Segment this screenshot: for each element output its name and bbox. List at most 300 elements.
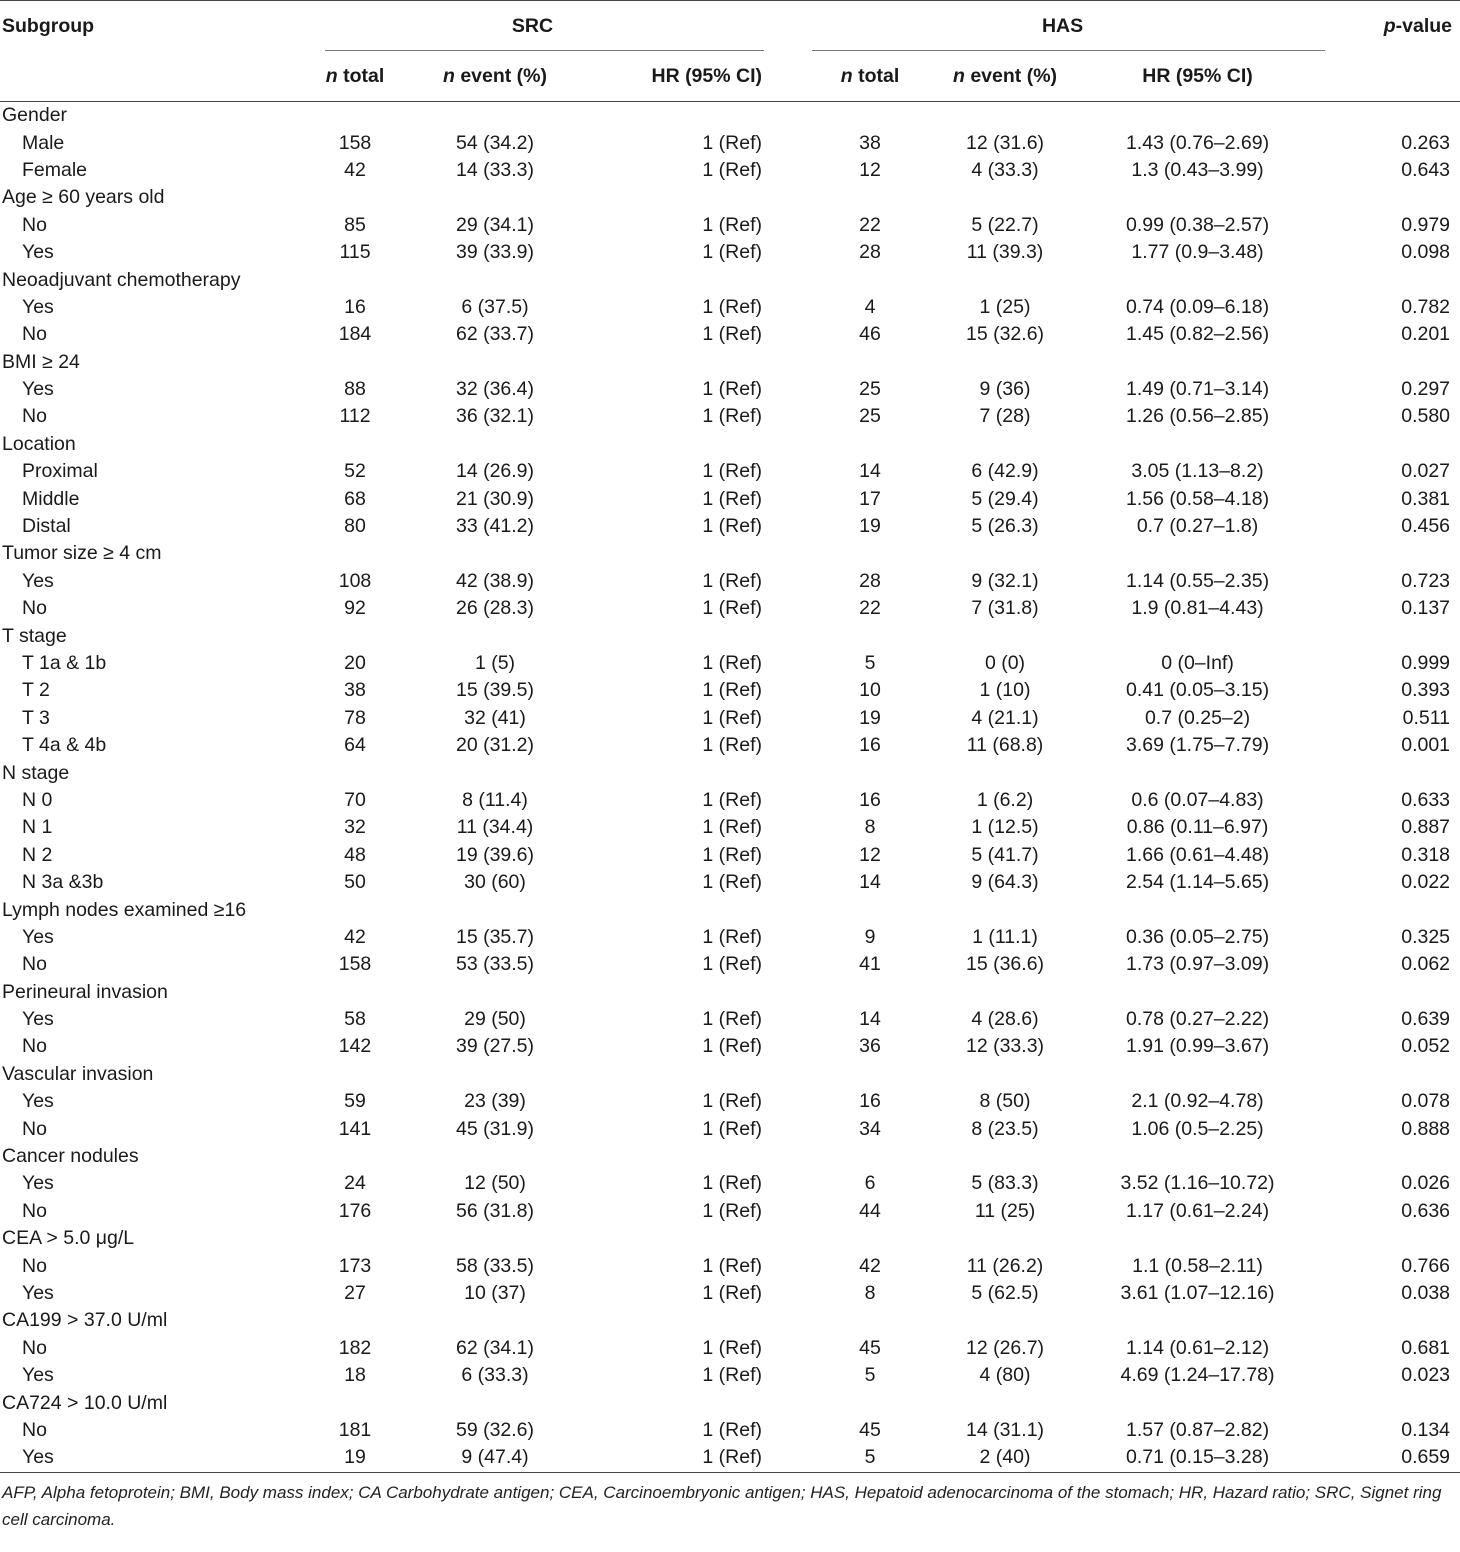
has-n-total: 16	[859, 1090, 881, 1113]
p-value: 0.723	[1401, 569, 1451, 592]
gap-cell	[770, 705, 810, 732]
has-n-total: 14	[859, 871, 881, 894]
has-n-event: 5 (41.7)	[971, 843, 1039, 866]
has-hr: 1.49 (0.71–3.14)	[1125, 378, 1270, 401]
p-value: 0.979	[1401, 213, 1451, 236]
src-n-event: 15 (39.5)	[455, 679, 535, 702]
row-label: No	[22, 953, 47, 976]
has-n-event: 1 (6.2)	[976, 788, 1034, 811]
gap-cell	[770, 403, 810, 430]
table-row	[0, 239, 1460, 266]
total-label: total	[337, 64, 385, 87]
has-hr: 1.14 (0.61–2.12)	[1125, 1336, 1270, 1359]
src-hr: 1 (Ref)	[702, 652, 763, 674]
src-n-event: 12 (50)	[464, 1172, 526, 1195]
src-n-total: 176	[338, 1199, 372, 1222]
table-row	[0, 1335, 1460, 1362]
p-value: 0.782	[1401, 295, 1451, 318]
table-row	[0, 1115, 1460, 1142]
src-hr: 1 (Ref)	[702, 213, 763, 236]
src-hr: 1 (Ref)	[702, 1364, 763, 1387]
src-n-event: 32 (36.4)	[455, 378, 535, 401]
has-n-total: 17	[859, 487, 881, 510]
table-row	[0, 1198, 1460, 1225]
src-n-event: 29 (50)	[464, 1008, 526, 1031]
src-n-total: 182	[338, 1336, 372, 1359]
src-n-event: 30 (60)	[464, 871, 526, 894]
has-n-event: 4 (21.1)	[971, 706, 1039, 729]
gap-cell	[770, 1417, 810, 1444]
row-label: No	[22, 405, 47, 428]
src-n-event: 62 (34.1)	[455, 1336, 535, 1359]
p-value: 0.078	[1401, 1090, 1451, 1113]
has-n-event-header	[930, 51, 1080, 102]
event-label: event (%)	[454, 64, 548, 87]
table-row	[0, 376, 1460, 403]
gap-cell	[770, 129, 810, 156]
p-value: 0.636	[1401, 1199, 1451, 1222]
src-group-header	[295, 1, 770, 51]
p-value: 0.580	[1401, 405, 1451, 428]
table-row	[0, 485, 1460, 512]
n-italic: n	[953, 64, 965, 87]
gap-cell	[770, 1033, 810, 1060]
has-hr: 0.74 (0.09–6.18)	[1125, 295, 1270, 318]
table-row	[0, 595, 1460, 622]
row-label: T 4a & 4b	[22, 734, 107, 757]
group-label: Neoadjuvant chemotherapy	[2, 268, 241, 291]
group-label: Gender	[2, 104, 68, 127]
p-value: 0.137	[1401, 597, 1451, 620]
src-hr: 1 (Ref)	[702, 241, 763, 264]
src-n-total: 16	[344, 295, 366, 318]
src-n-total: 85	[344, 213, 366, 236]
has-n-event: 12 (31.6)	[965, 131, 1045, 154]
has-n-event: 9 (32.1)	[971, 569, 1039, 592]
has-n-event: 8 (50)	[979, 1090, 1031, 1113]
src-n-total: 42	[344, 158, 366, 181]
p-value: 0.027	[1401, 460, 1451, 483]
p-value: 0.134	[1401, 1418, 1451, 1441]
src-hr: 1 (Ref)	[575, 1444, 770, 1472]
gap-cell	[770, 513, 810, 540]
table-body	[0, 102, 1460, 1473]
has-n-total: 12	[859, 158, 881, 181]
group-label: T stage	[2, 624, 67, 647]
p-value: 0.999	[1401, 652, 1451, 674]
p-italic: p	[1383, 14, 1396, 37]
p-value: 0.325	[1401, 925, 1451, 948]
has-n-total: 6	[864, 1172, 876, 1195]
has-n-event: 2 (40)	[930, 1444, 1080, 1472]
gap-cell	[770, 732, 810, 759]
has-n-total: 14	[859, 1008, 881, 1031]
group-label: N stage	[2, 761, 70, 784]
has-n-event: 15 (36.6)	[965, 953, 1045, 976]
src-n-total: 64	[344, 734, 366, 757]
has-underline	[812, 50, 1325, 51]
has-n-total: 45	[859, 1418, 881, 1441]
has-n-total: 9	[864, 925, 876, 948]
has-hr: 1.73 (0.97–3.09)	[1125, 953, 1270, 976]
src-n-event: 23 (39)	[464, 1090, 526, 1113]
src-n-total: 27	[344, 1281, 366, 1304]
gap-cell	[770, 212, 810, 239]
src-n-total: 18	[344, 1364, 366, 1387]
group-label: Vascular invasion	[2, 1062, 154, 1085]
table-row	[0, 403, 1460, 430]
p-value: 0.062	[1401, 953, 1451, 976]
has-n-total: 38	[859, 131, 881, 154]
gap-cell	[770, 1335, 810, 1362]
row-label: Middle	[22, 487, 80, 510]
table-row	[0, 212, 1460, 239]
has-n-event: 12 (33.3)	[965, 1035, 1045, 1058]
n-italic: n	[442, 64, 455, 87]
has-hr: 4.69 (1.24–17.78)	[1120, 1364, 1275, 1387]
has-hr: 1.9 (0.81–4.43)	[1131, 597, 1264, 620]
has-n-event: 11 (25)	[974, 1199, 1036, 1222]
group-row	[0, 1225, 1460, 1252]
group-row	[0, 1389, 1460, 1416]
src-n-total: 108	[338, 569, 372, 592]
row-label: Yes	[22, 378, 54, 401]
src-n-event: 62 (33.7)	[455, 323, 535, 346]
src-n-event: 8 (11.4)	[462, 788, 528, 811]
src-n-event: 6 (33.3)	[461, 1364, 529, 1387]
src-n-total: 184	[338, 323, 372, 346]
row-label: No	[22, 1117, 47, 1140]
p-value: 0.643	[1401, 158, 1451, 181]
p-value: 0.633	[1401, 788, 1451, 811]
gap-cell	[770, 239, 810, 266]
group-row	[0, 349, 1460, 376]
table-row	[0, 1417, 1460, 1444]
has-n-total: 19	[859, 515, 881, 538]
has-n-event: 5 (83.3)	[971, 1172, 1039, 1195]
has-hr: 3.61 (1.07–12.16)	[1120, 1281, 1275, 1304]
group-label: Tumor size ≥ 4 cm	[2, 542, 162, 565]
src-n-total: 158	[338, 131, 372, 154]
src-n-total: 19	[295, 1444, 415, 1472]
src-hr: 1 (Ref)	[702, 706, 763, 729]
src-n-total: 48	[344, 843, 366, 866]
p-value: 0.052	[1401, 1035, 1451, 1058]
src-hr: 1 (Ref)	[702, 816, 763, 839]
group-row	[0, 266, 1460, 293]
row-label: Female	[22, 158, 88, 181]
p-value: 0.456	[1401, 515, 1451, 538]
p-value: 0.297	[1401, 378, 1451, 401]
row-label: Yes	[22, 241, 54, 264]
has-hr: 1.06 (0.5–2.25)	[1131, 1117, 1264, 1140]
has-n-total: 4	[864, 295, 876, 318]
subgroup-header: Subgroup	[2, 14, 95, 37]
row-label: Yes	[22, 1090, 54, 1113]
src-hr: 1 (Ref)	[702, 1172, 763, 1195]
table-row	[0, 1362, 1460, 1389]
group-label: CA724 > 10.0 U/ml	[2, 1391, 168, 1414]
has-hr: 1.14 (0.55–2.35)	[1125, 569, 1270, 592]
src-hr: 1 (Ref)	[702, 378, 763, 401]
p-value: 0.659	[1315, 1444, 1460, 1472]
has-n-event: 9 (64.3)	[971, 871, 1039, 894]
src-hr: 1 (Ref)	[702, 925, 763, 948]
has-n-total: 22	[859, 213, 881, 236]
src-hr: 1 (Ref)	[702, 1117, 763, 1140]
src-n-event: 32 (41)	[464, 706, 526, 729]
has-n-total: 5	[810, 1444, 930, 1472]
src-n-event: 39 (27.5)	[455, 1035, 535, 1058]
has-hr: 1.91 (0.99–3.67)	[1125, 1035, 1270, 1058]
src-n-event: 9 (47.4)	[415, 1444, 575, 1472]
has-n-total: 45	[859, 1336, 881, 1359]
group-label: Age ≥ 60 years old	[2, 186, 165, 209]
table-row	[0, 787, 1460, 814]
src-n-total: 32	[344, 816, 366, 839]
table-row	[0, 321, 1460, 348]
has-hr: 1.43 (0.76–2.69)	[1125, 131, 1270, 154]
has-hr: 0.71 (0.15–3.28)	[1080, 1444, 1315, 1472]
src-hr: 1 (Ref)	[702, 487, 763, 510]
gap-cell	[770, 787, 810, 814]
src-n-event: 20 (31.2)	[455, 734, 535, 757]
p-value: 0.026	[1401, 1172, 1451, 1195]
src-n-total: 50	[344, 871, 366, 894]
has-n-event: 5 (29.4)	[971, 487, 1039, 510]
gap-cell	[770, 568, 810, 595]
has-n-total: 5	[864, 652, 876, 674]
row-label: No	[22, 1035, 47, 1058]
p-value: 0.766	[1401, 1254, 1451, 1277]
gap-cell	[770, 924, 810, 951]
has-n-total-header	[810, 51, 930, 102]
src-n-total: 20	[344, 652, 366, 674]
row-label: N 2	[22, 843, 53, 866]
has-n-event: 5 (26.3)	[971, 515, 1039, 538]
src-n-event: 14 (26.9)	[455, 460, 535, 483]
has-n-event: 1 (11.1)	[972, 925, 1038, 948]
src-n-event: 11 (34.4)	[456, 816, 534, 839]
has-n-event: 1 (25)	[979, 295, 1031, 318]
p-value: 0.098	[1401, 241, 1451, 264]
row-label: No	[22, 213, 47, 236]
table-row	[0, 1088, 1460, 1115]
has-hr: 3.69 (1.75–7.79)	[1125, 734, 1270, 757]
gap-cell	[770, 677, 810, 704]
gap-cell	[770, 650, 810, 677]
gap-cell	[770, 842, 810, 869]
has-n-event: 5 (62.5)	[971, 1281, 1039, 1304]
src-n-total: 181	[338, 1418, 372, 1441]
has-n-event: 4 (28.6)	[971, 1008, 1039, 1031]
src-hr: 1 (Ref)	[702, 953, 763, 976]
row-label: Yes	[22, 1281, 54, 1304]
has-hr: 1.77 (0.9–3.48)	[1131, 241, 1264, 264]
group-label: Lymph nodes examined ≥16	[2, 898, 247, 921]
group-label: Cancer nodules	[2, 1145, 139, 1168]
p-value: 0.381	[1401, 487, 1451, 510]
src-n-event: 26 (28.3)	[455, 597, 535, 620]
row-label: N 0	[22, 788, 53, 811]
has-n-event: 9 (36)	[979, 378, 1031, 401]
src-n-event-header	[415, 51, 575, 102]
group-row	[0, 102, 1460, 130]
table-row	[0, 705, 1460, 732]
row-label: N 1	[22, 816, 53, 839]
has-hr: 1.57 (0.87–2.82)	[1125, 1418, 1270, 1441]
src-hr: 1 (Ref)	[702, 1008, 763, 1031]
event-label: event (%)	[964, 64, 1058, 87]
has-n-total: 22	[859, 597, 881, 620]
src-hr: 1 (Ref)	[702, 843, 763, 866]
src-hr: 1 (Ref)	[702, 323, 763, 346]
has-hr: 0.41 (0.05–3.15)	[1125, 679, 1270, 702]
has-hr: 2.1 (0.92–4.78)	[1131, 1090, 1264, 1113]
has-hr: 0.78 (0.27–2.22)	[1125, 1008, 1270, 1031]
gap-header	[770, 1, 810, 51]
has-n-event: 8 (23.5)	[971, 1117, 1039, 1140]
has-group-header	[810, 1, 1315, 51]
src-hr: 1 (Ref)	[702, 1035, 763, 1058]
row-label: T 2	[22, 679, 50, 702]
p-value-header	[1315, 1, 1460, 51]
src-n-total: 173	[338, 1254, 372, 1277]
gap-cell	[770, 1444, 810, 1472]
table-row	[0, 294, 1460, 321]
table-row	[0, 732, 1460, 759]
table-row	[0, 1280, 1460, 1307]
p-value: 0.022	[1401, 871, 1451, 894]
src-hr: 1 (Ref)	[702, 1090, 763, 1113]
p-value: 0.263	[1401, 131, 1451, 154]
src-n-event: 36 (32.1)	[455, 405, 535, 428]
src-n-total: 70	[344, 788, 366, 811]
has-hr: 0.36 (0.05–2.75)	[1125, 925, 1270, 948]
table-row	[0, 568, 1460, 595]
table-row	[0, 513, 1460, 540]
src-hr: 1 (Ref)	[702, 515, 763, 538]
group-row	[0, 431, 1460, 458]
has-hr: 0.7 (0.27–1.8)	[1136, 515, 1259, 538]
gap-cell	[770, 321, 810, 348]
has-label: HAS	[1041, 14, 1084, 37]
src-n-total: 142	[338, 1035, 372, 1058]
src-n-event: 56 (31.8)	[455, 1199, 535, 1222]
has-hr-header: HR (95% CI)	[1080, 51, 1315, 102]
has-n-total: 8	[864, 816, 876, 839]
src-n-total: 112	[339, 405, 371, 428]
has-hr: 0.7 (0.25–2)	[1144, 706, 1251, 729]
has-n-event: 7 (28)	[979, 405, 1031, 428]
has-n-total: 25	[859, 405, 881, 428]
row-label: No	[22, 1254, 47, 1277]
row-label: Yes	[22, 569, 54, 592]
has-hr: 3.05 (1.13–8.2)	[1131, 460, 1264, 483]
src-n-event: 45 (31.9)	[455, 1117, 535, 1140]
src-n-event: 21 (30.9)	[455, 487, 535, 510]
has-hr: 1.56 (0.58–4.18)	[1125, 487, 1270, 510]
has-n-event: 1 (10)	[979, 679, 1031, 702]
has-n-total: 34	[859, 1117, 881, 1140]
src-n-event: 15 (35.7)	[455, 925, 535, 948]
src-hr: 1 (Ref)	[702, 460, 763, 483]
group-label: CEA > 5.0 μg/L	[2, 1227, 135, 1250]
gap-cell	[770, 1280, 810, 1307]
group-row	[0, 1061, 1460, 1088]
src-n-total: 58	[344, 1008, 366, 1031]
src-n-event: 14 (33.3)	[455, 158, 535, 181]
src-n-total: 158	[338, 953, 372, 976]
row-label: T 1a & 1b	[22, 652, 107, 674]
src-n-event: 53 (33.5)	[455, 953, 535, 976]
gap-cell	[770, 376, 810, 403]
src-hr: 1 (Ref)	[702, 131, 763, 154]
gap-cell	[770, 458, 810, 485]
row-label: Yes	[0, 1444, 295, 1472]
group-row	[0, 622, 1460, 649]
row-label: No	[22, 1336, 47, 1359]
row-label: No	[22, 1199, 47, 1222]
has-hr: 3.52 (1.16–10.72)	[1120, 1172, 1275, 1195]
has-n-event: 5 (22.7)	[971, 213, 1039, 236]
row-label: Distal	[22, 515, 71, 538]
has-n-event: 15 (32.6)	[965, 323, 1045, 346]
src-n-event: 54 (34.2)	[455, 131, 535, 154]
table-row	[0, 650, 1460, 677]
src-n-total: 88	[344, 378, 366, 401]
has-n-total: 8	[864, 1281, 876, 1304]
group-label: BMI ≥ 24	[2, 350, 80, 373]
group-row	[0, 1143, 1460, 1170]
table-row	[0, 1006, 1460, 1033]
src-n-total: 59	[344, 1090, 366, 1113]
row-label: N 3a &3b	[22, 871, 104, 894]
src-n-total: 24	[344, 1172, 366, 1195]
group-row	[0, 184, 1460, 211]
gap-cell	[770, 1198, 810, 1225]
has-n-event: 4 (80)	[979, 1364, 1031, 1387]
src-n-total: 42	[344, 925, 366, 948]
has-n-total: 19	[859, 706, 881, 729]
src-n-event: 6 (37.5)	[461, 295, 529, 318]
subgroup-table	[0, 1, 1460, 1473]
table-row	[0, 129, 1460, 156]
src-hr: 1 (Ref)	[702, 1281, 763, 1304]
p-value: 0.887	[1401, 816, 1451, 839]
has-n-event: 14 (31.1)	[965, 1418, 1045, 1441]
table-row	[0, 924, 1460, 951]
group-row	[0, 1307, 1460, 1334]
has-n-total: 28	[859, 241, 881, 264]
has-n-total: 16	[859, 734, 881, 757]
src-n-event: 58 (33.5)	[455, 1254, 535, 1277]
row-label: Male	[22, 131, 65, 154]
p-value: 0.511	[1402, 706, 1451, 729]
src-n-event: 42 (38.9)	[455, 569, 535, 592]
row-label: Yes	[22, 1008, 54, 1031]
src-n-total: 141	[338, 1117, 372, 1140]
has-n-total: 36	[859, 1035, 881, 1058]
p-value: 0.318	[1401, 843, 1451, 866]
table-header	[0, 1, 1460, 102]
p-value: 0.023	[1401, 1364, 1451, 1387]
row-label: Yes	[22, 1364, 54, 1387]
table-row	[0, 842, 1460, 869]
has-hr: 1.45 (0.82–2.56)	[1125, 323, 1270, 346]
src-hr: 1 (Ref)	[702, 1199, 763, 1222]
table-row	[0, 1252, 1460, 1279]
